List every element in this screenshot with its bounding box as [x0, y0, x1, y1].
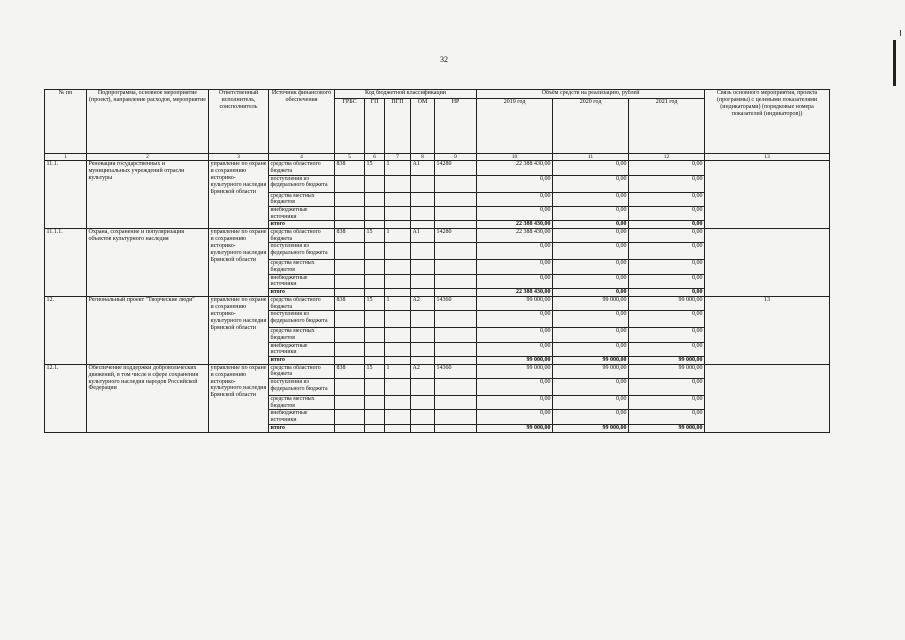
code-np-cell: [435, 243, 477, 260]
amount-cell: 0,00: [629, 274, 705, 288]
header-year-2020: 2020 год: [553, 99, 629, 154]
code-pgp-cell: [385, 410, 411, 424]
code-gp-cell: [365, 243, 385, 260]
amount-cell: 0,00: [553, 221, 629, 229]
code-gp-cell: [365, 379, 385, 396]
code-om-cell: [411, 342, 435, 356]
source-cell: средства местных бюджетов: [269, 260, 335, 274]
code-gp-cell: [365, 221, 385, 229]
amount-cell: 0,00: [553, 192, 629, 206]
code-gp-cell: [365, 424, 385, 432]
code-pgp-cell: [385, 424, 411, 432]
code-np-cell: [435, 379, 477, 396]
source-cell: средства местных бюджетов: [269, 192, 335, 206]
amount-cell: 0,00: [477, 243, 553, 260]
amount-cell: 99 000,00: [629, 424, 705, 432]
table-row: [45, 161, 830, 175]
header-budget-codes: Код бюджетной классификации: [335, 90, 477, 99]
header-no: № пп: [45, 90, 87, 154]
col-number: 1: [45, 154, 87, 161]
header-pgp: ПГП: [385, 99, 411, 154]
code-pgp-cell: 1: [385, 296, 411, 310]
amount-cell: 0,00: [629, 192, 705, 206]
code-grbs-cell: [335, 342, 365, 356]
header-name: Подпрограмма, основное мероприятие (проект), направление расходов, мероприятие: [87, 90, 209, 154]
header-year-2019: 2019 год: [477, 99, 553, 154]
header-amounts: Объём средств на реализацию, рублей: [477, 90, 705, 99]
amount-cell: 99 000,00: [553, 364, 629, 378]
source-cell: поступления из федерального бюджета: [269, 243, 335, 260]
amount-cell: 0,00: [629, 311, 705, 328]
amount-cell: 0,00: [629, 161, 705, 175]
code-np-cell: [435, 260, 477, 274]
table-row: [45, 229, 830, 243]
amount-cell: 0,00: [629, 410, 705, 424]
code-pgp-cell: [385, 396, 411, 410]
code-pgp-cell: [385, 260, 411, 274]
code-gp-cell: [365, 260, 385, 274]
responsible-cell: управление по охране и сохранению историко-культурного наследия Брянской области: [209, 364, 269, 432]
source-cell: средства местных бюджетов: [269, 396, 335, 410]
source-cell: внебюджетные источники: [269, 410, 335, 424]
code-gp-cell: 15: [365, 229, 385, 243]
code-pgp-cell: [385, 379, 411, 396]
code-pgp-cell: 1: [385, 229, 411, 243]
column-number-row: [45, 154, 830, 161]
amount-cell: 0,00: [553, 175, 629, 192]
code-grbs-cell: [335, 221, 365, 229]
code-om-cell: [411, 175, 435, 192]
code-om-cell: [411, 274, 435, 288]
table-header: [45, 90, 830, 161]
row-number-cell: 12.1.: [45, 364, 87, 432]
col-number: 7: [385, 154, 411, 161]
code-gp-cell: 15: [365, 364, 385, 378]
page-number: 32: [440, 55, 448, 64]
code-np-cell: [435, 396, 477, 410]
code-gp-cell: [365, 289, 385, 297]
code-pgp-cell: [385, 192, 411, 206]
indicator-link-cell: [705, 161, 830, 229]
amount-cell: 0,00: [553, 410, 629, 424]
source-cell: поступления из федерального бюджета: [269, 311, 335, 328]
amount-cell: 22 388 430,00: [477, 289, 553, 297]
activity-name-cell: Обеспечение поддержки добровольческих движений, в том числе в сфере сохранения культурного наследия народов Российской Федерации: [87, 364, 209, 432]
amount-cell: 99 000,00: [629, 356, 705, 364]
amount-cell: 0,00: [629, 396, 705, 410]
code-np-cell: [435, 342, 477, 356]
amount-cell: 0,00: [553, 260, 629, 274]
code-np-cell: [435, 328, 477, 342]
code-gp-cell: [365, 311, 385, 328]
col-number: 10: [477, 154, 553, 161]
amount-cell: 99 000,00: [629, 364, 705, 378]
amount-cell: 0,00: [477, 192, 553, 206]
code-pgp-cell: [385, 311, 411, 328]
col-number: 12: [629, 154, 705, 161]
col-number: 3: [209, 154, 269, 161]
code-grbs-cell: [335, 328, 365, 342]
code-grbs-cell: [335, 175, 365, 192]
source-cell: средства местных бюджетов: [269, 328, 335, 342]
amount-cell: 22 388 430,00: [477, 161, 553, 175]
amount-cell: 0,00: [629, 175, 705, 192]
code-np-cell: [435, 192, 477, 206]
scan-edge-tick: [900, 30, 901, 36]
amount-cell: 0,00: [477, 396, 553, 410]
amount-cell: 0,00: [477, 379, 553, 396]
amount-cell: 0,00: [477, 311, 553, 328]
amount-cell: 99 000,00: [629, 296, 705, 310]
code-gp-cell: [365, 274, 385, 288]
amount-cell: 0,00: [629, 379, 705, 396]
source-cell: внебюджетные источники: [269, 206, 335, 220]
amount-cell: 0,00: [553, 243, 629, 260]
amount-cell: 99 000,00: [477, 364, 553, 378]
amount-cell: 99 000,00: [477, 356, 553, 364]
amount-cell: 99 000,00: [553, 296, 629, 310]
row-number-cell: 12.: [45, 296, 87, 364]
responsible-cell: управление по охране и сохранению историко-культурного наследия Брянской области: [209, 161, 269, 229]
row-number-cell: 11.1.: [45, 161, 87, 229]
amount-cell: 0,00: [553, 379, 629, 396]
code-grbs-cell: [335, 192, 365, 206]
code-om-cell: [411, 289, 435, 297]
source-cell: поступления из федерального бюджета: [269, 379, 335, 396]
code-pgp-cell: [385, 328, 411, 342]
code-pgp-cell: 1: [385, 364, 411, 378]
header-source: Источник финансового обеспечения: [269, 90, 335, 154]
indicator-link-cell: 13: [705, 296, 830, 364]
code-np-cell: [435, 289, 477, 297]
code-gp-cell: [365, 410, 385, 424]
code-np-cell: 14360: [435, 364, 477, 378]
responsible-cell: управление по охране и сохранению историко-культурного наследия Брянской области: [209, 229, 269, 297]
code-np-cell: [435, 206, 477, 220]
amount-cell: 0,00: [629, 289, 705, 297]
source-cell: поступления из федерального бюджета: [269, 175, 335, 192]
code-gp-cell: 15: [365, 161, 385, 175]
code-om-cell: [411, 379, 435, 396]
amount-cell: 0,00: [553, 311, 629, 328]
code-np-cell: [435, 356, 477, 364]
code-grbs-cell: [335, 356, 365, 364]
code-grbs-cell: 838: [335, 296, 365, 310]
code-grbs-cell: [335, 424, 365, 432]
header-indicator-link: Связь основного мероприятия, проекта (программы) с целевыми показателями (индикаторами) (порядковые номера показателей (индикаторов)): [705, 90, 830, 154]
code-pgp-cell: [385, 221, 411, 229]
amount-cell: 99 000,00: [553, 424, 629, 432]
header-np: НР: [435, 99, 477, 154]
code-om-cell: [411, 328, 435, 342]
amount-cell: 0,00: [553, 161, 629, 175]
source-cell: итого: [269, 289, 335, 297]
code-pgp-cell: [385, 274, 411, 288]
amount-cell: 0,00: [477, 342, 553, 356]
table-row: [45, 296, 830, 310]
header-om: ОМ: [411, 99, 435, 154]
activity-name-cell: Охрана, сохранение и популяризация объектов культурного наследия: [87, 229, 209, 297]
source-cell: внебюджетные источники: [269, 274, 335, 288]
code-om-cell: [411, 206, 435, 220]
code-np-cell: 14360: [435, 296, 477, 310]
col-number: 4: [269, 154, 335, 161]
amount-cell: 0,00: [477, 328, 553, 342]
code-pgp-cell: [385, 175, 411, 192]
amount-cell: 0,00: [553, 274, 629, 288]
code-gp-cell: [365, 342, 385, 356]
code-grbs-cell: [335, 260, 365, 274]
code-pgp-cell: [385, 206, 411, 220]
code-grbs-cell: [335, 410, 365, 424]
code-om-cell: А2: [411, 364, 435, 378]
col-number: 8: [411, 154, 435, 161]
responsible-cell: управление по охране и сохранению историко-культурного наследия Брянской области: [209, 296, 269, 364]
source-cell: средства областного бюджета: [269, 229, 335, 243]
code-pgp-cell: 1: [385, 161, 411, 175]
code-gp-cell: [365, 396, 385, 410]
code-om-cell: [411, 424, 435, 432]
code-om-cell: А2: [411, 296, 435, 310]
scan-edge-mark: [893, 40, 896, 86]
budget-table: [44, 89, 830, 433]
col-number: 13: [705, 154, 830, 161]
amount-cell: 0,00: [629, 229, 705, 243]
header-grbs: ГРБС: [335, 99, 365, 154]
code-pgp-cell: [385, 289, 411, 297]
col-number: 2: [87, 154, 209, 161]
code-pgp-cell: [385, 342, 411, 356]
amount-cell: 0,00: [629, 342, 705, 356]
code-om-cell: [411, 243, 435, 260]
source-cell: итого: [269, 424, 335, 432]
source-cell: средства областного бюджета: [269, 296, 335, 310]
code-om-cell: [411, 260, 435, 274]
code-om-cell: [411, 396, 435, 410]
table-row: [45, 364, 830, 378]
source-cell: средства областного бюджета: [269, 364, 335, 378]
col-number: 11: [553, 154, 629, 161]
amount-cell: 0,00: [477, 410, 553, 424]
code-grbs-cell: [335, 379, 365, 396]
col-number: 6: [365, 154, 385, 161]
code-gp-cell: [365, 206, 385, 220]
code-om-cell: А1: [411, 229, 435, 243]
code-grbs-cell: 838: [335, 161, 365, 175]
code-gp-cell: [365, 175, 385, 192]
code-grbs-cell: [335, 206, 365, 220]
header-responsible: Ответственный исполнитель, соисполнитель: [209, 90, 269, 154]
source-cell: итого: [269, 221, 335, 229]
code-np-cell: 14280: [435, 229, 477, 243]
code-gp-cell: [365, 356, 385, 364]
code-grbs-cell: [335, 289, 365, 297]
code-np-cell: 14280: [435, 161, 477, 175]
amount-cell: 0,00: [553, 229, 629, 243]
amount-cell: 22 388 430,00: [477, 229, 553, 243]
code-gp-cell: 15: [365, 296, 385, 310]
col-number: 5: [335, 154, 365, 161]
amount-cell: 0,00: [553, 396, 629, 410]
amount-cell: 0,00: [477, 274, 553, 288]
amount-cell: 0,00: [553, 206, 629, 220]
code-np-cell: [435, 221, 477, 229]
row-number-cell: 11.1.1.: [45, 229, 87, 297]
amount-cell: 0,00: [553, 342, 629, 356]
amount-cell: 0,00: [629, 221, 705, 229]
code-np-cell: [435, 311, 477, 328]
col-number: 9: [435, 154, 477, 161]
amount-cell: 0,00: [553, 289, 629, 297]
amount-cell: 22 388 430,00: [477, 221, 553, 229]
amount-cell: 0,00: [553, 328, 629, 342]
code-om-cell: [411, 410, 435, 424]
code-grbs-cell: 838: [335, 229, 365, 243]
header-gp: ГП: [365, 99, 385, 154]
activity-name-cell: Реновация государственных и муниципальных учреждений отрасли культуры: [87, 161, 209, 229]
code-pgp-cell: [385, 243, 411, 260]
code-om-cell: [411, 311, 435, 328]
amount-cell: 0,00: [629, 328, 705, 342]
code-np-cell: [435, 424, 477, 432]
amount-cell: 0,00: [477, 260, 553, 274]
amount-cell: 0,00: [629, 243, 705, 260]
indicator-link-cell: [705, 364, 830, 432]
code-om-cell: [411, 192, 435, 206]
amount-cell: 0,00: [629, 206, 705, 220]
code-om-cell: [411, 221, 435, 229]
code-np-cell: [435, 175, 477, 192]
code-np-cell: [435, 274, 477, 288]
amount-cell: 99 000,00: [477, 296, 553, 310]
code-om-cell: [411, 356, 435, 364]
code-np-cell: [435, 410, 477, 424]
code-grbs-cell: [335, 396, 365, 410]
code-grbs-cell: [335, 243, 365, 260]
code-grbs-cell: 838: [335, 364, 365, 378]
source-cell: внебюджетные источники: [269, 342, 335, 356]
code-gp-cell: [365, 328, 385, 342]
source-cell: итого: [269, 356, 335, 364]
indicator-link-cell: [705, 229, 830, 297]
code-pgp-cell: [385, 356, 411, 364]
code-grbs-cell: [335, 274, 365, 288]
code-gp-cell: [365, 192, 385, 206]
amount-cell: 0,00: [629, 260, 705, 274]
table-body: [45, 161, 830, 432]
code-om-cell: А1: [411, 161, 435, 175]
source-cell: средства областного бюджета: [269, 161, 335, 175]
amount-cell: 0,00: [477, 175, 553, 192]
amount-cell: 0,00: [477, 206, 553, 220]
amount-cell: 99 000,00: [477, 424, 553, 432]
header-year-2021: 2021 год: [629, 99, 705, 154]
code-grbs-cell: [335, 311, 365, 328]
amount-cell: 99 000,00: [553, 356, 629, 364]
activity-name-cell: Региональный проект "Творческие люди": [87, 296, 209, 364]
